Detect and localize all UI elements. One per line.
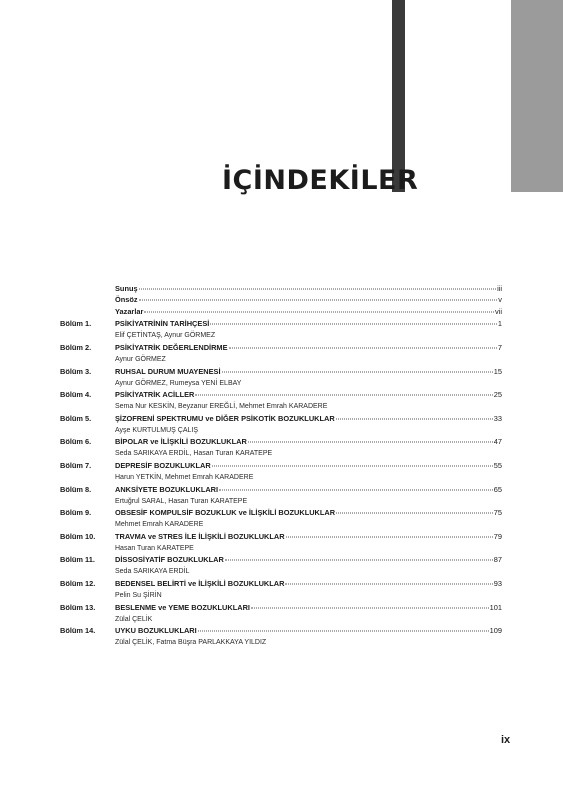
table-of-contents	[60, 284, 502, 648]
decorative-grey-bar	[511, 0, 563, 192]
chapter-number: Bölüm 2.	[60, 343, 92, 353]
chapter-title: PSİKİYATRİK ACİLLER	[115, 390, 195, 400]
chapter-page: 1	[497, 319, 502, 329]
chapter-authors: Ertuğrul SARAL, Hasan Turan KARATEPE	[115, 497, 248, 505]
chapter-page: 47	[493, 437, 502, 447]
chapter-authors: Aynur GÖRMEZ	[115, 356, 166, 364]
front-matter-label: Yazarlar	[115, 306, 144, 316]
dot-leader	[229, 348, 497, 349]
chapter-page: 93	[493, 579, 502, 589]
chapter-page: 101	[489, 602, 502, 612]
chapter-number: Bölüm 3.	[60, 366, 92, 376]
toc-chapter-entry	[60, 555, 502, 577]
chapter-number: Bölüm 4.	[60, 390, 92, 400]
chapter-page: 33	[493, 413, 502, 423]
chapter-page: 25	[493, 390, 502, 400]
toc-chapter-entry	[60, 508, 502, 530]
chapter-authors: Aynur GÖRMEZ, Rumeysa YENİ ELBAY	[115, 379, 242, 387]
chapter-title: RUHSAL DURUM MUAYENESİ	[115, 366, 221, 376]
chapter-title: ANKSİYETE BOZUKLUKLARI	[115, 484, 219, 494]
chapter-number: Bölüm 12.	[60, 579, 96, 589]
chapter-page: 109	[489, 626, 502, 636]
chapter-title: PSİKİYATRİNİN TARİHÇESİ	[115, 319, 210, 329]
dot-leader	[139, 289, 496, 290]
decorative-light-bar	[405, 0, 506, 192]
chapter-page: 79	[493, 531, 502, 541]
dot-leader	[144, 311, 494, 312]
chapter-page: 7	[497, 343, 502, 353]
chapter-number: Bölüm 7.	[60, 461, 92, 471]
chapter-number: Bölüm 6.	[60, 437, 92, 447]
chapter-page: 65	[493, 484, 502, 494]
dot-leader	[195, 395, 492, 396]
dot-leader	[336, 418, 493, 419]
toc-chapter-entry	[60, 390, 502, 412]
chapter-authors: Zülal ÇELİK, Fatma Büşra PARLAKKAYA YILDIZ	[115, 639, 267, 647]
chapter-number: Bölüm 5.	[60, 413, 92, 423]
toc-chapter-entry	[60, 343, 502, 365]
chapter-authors: Harun YETKİN, Mehmet Emrah KARADERE	[115, 474, 254, 482]
front-matter-page: iii	[497, 284, 502, 293]
chapter-title: OBSESİF KOMPULSİF BOZUKLUK ve İLİŞKİLİ BOZUKLUKLAR	[115, 508, 336, 518]
chapter-authors: Pelin Su ŞİRİN	[115, 592, 162, 600]
toc-chapter-entry	[60, 603, 502, 625]
front-matter-label: Önsöz	[115, 295, 138, 305]
chapter-authors: Sema Nur KESKİN, Beyzanur EREĞLİ, Mehmet Emrah KARADERE	[115, 403, 328, 411]
chapter-page: 75	[493, 508, 502, 518]
dot-leader	[139, 300, 498, 301]
toc-chapter-entry	[60, 461, 502, 483]
chapter-authors: Zülal ÇELİK	[115, 615, 153, 623]
chapter-title: UYKU BOZUKLUKLARI	[115, 626, 197, 636]
chapter-number: Bölüm 8.	[60, 484, 92, 494]
front-matter-page: v	[498, 295, 502, 305]
page-title: İÇİNDEKİLER	[222, 165, 419, 196]
chapter-authors: Seda SARIKAYA ERDİL	[115, 568, 190, 576]
chapter-number: Bölüm 9.	[60, 508, 92, 518]
chapter-number: Bölüm 11.	[60, 555, 95, 565]
toc-chapter-entry	[60, 485, 502, 507]
toc-chapter-entry	[60, 626, 502, 648]
toc-front-matter-row	[60, 307, 502, 318]
chapter-page: 87	[493, 555, 502, 565]
dot-leader	[248, 442, 493, 443]
dot-leader	[222, 371, 493, 372]
dot-leader	[219, 489, 493, 490]
chapter-title: BEDENSEL BELİRTİ ve İLİŞKİLİ BOZUKLUKLAR	[115, 579, 285, 589]
chapter-authors: Ayşe KURTULMUŞ ÇALIŞ	[115, 426, 198, 434]
dot-leader	[212, 466, 493, 467]
chapter-title: PSİKİYATRİK DEĞERLENDİRME	[115, 343, 228, 353]
dot-leader	[210, 324, 497, 325]
chapter-title: DEPRESİF BOZUKLUKLAR	[115, 461, 211, 471]
dot-leader	[336, 513, 493, 514]
dot-leader	[198, 631, 489, 632]
toc-chapter-entry	[60, 532, 502, 554]
chapter-authors: Elif ÇETİNTAŞ, Aynur GÖRMEZ	[115, 332, 216, 340]
chapter-page: 55	[493, 461, 502, 471]
chapter-number: Bölüm 1.	[60, 319, 92, 329]
chapter-title: BİPOLAR ve İLİŞKİLİ BOZUKLUKLAR	[115, 437, 247, 447]
toc-front-matter-row	[60, 284, 502, 295]
toc-chapter-entry	[60, 579, 502, 601]
chapter-number: Bölüm 13.	[60, 602, 96, 612]
toc-chapter-entry	[60, 367, 502, 389]
chapter-number: Bölüm 14.	[60, 626, 96, 636]
front-matter-label: Sunuş	[115, 284, 138, 293]
chapter-page: 15	[493, 366, 502, 376]
toc-front-matter-row	[60, 295, 502, 306]
toc-chapter-entry	[60, 319, 502, 341]
dot-leader	[225, 560, 493, 561]
page-number: ix	[501, 734, 511, 746]
front-matter-page: vii	[495, 306, 502, 316]
chapter-number: Bölüm 10.	[60, 531, 96, 541]
chapter-title: TRAVMA ve STRES İLE İLİŞKİLİ BOZUKLUKLAR	[115, 531, 285, 541]
chapter-authors: Hasan Turan KARATEPE	[115, 544, 194, 552]
dot-leader	[285, 584, 492, 585]
toc-chapter-entry	[60, 414, 502, 436]
chapter-title: ŞİZOFRENİ SPEKTRUMU ve DİĞER PSİKOTİK BOZUKLUKLAR	[115, 413, 335, 423]
dot-leader	[251, 607, 489, 608]
chapter-authors: Seda SARIKAYA ERDİL, Hasan Turan KARATEPE	[115, 450, 273, 458]
dot-leader	[286, 536, 493, 537]
chapter-authors: Mehmet Emrah KARADERE	[115, 521, 204, 529]
toc-chapter-entry	[60, 437, 502, 459]
chapter-title: DİSSOSİYATİF BOZUKLUKLAR	[115, 555, 224, 565]
chapter-title: BESLENME ve YEME BOZUKLUKLARI	[115, 602, 250, 612]
